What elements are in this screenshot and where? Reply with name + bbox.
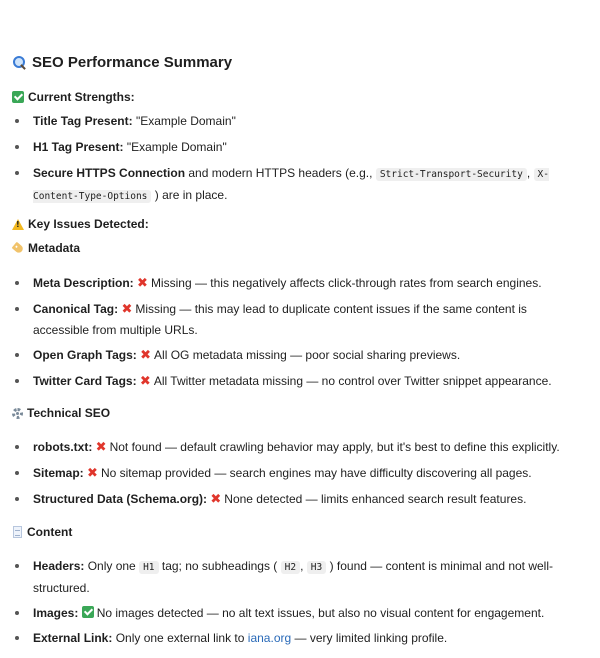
cross-mark-icon: ✖	[121, 302, 133, 317]
bullet	[15, 497, 19, 501]
issues-heading: ! Key Issues Detected:	[12, 217, 149, 231]
list-item: Meta Description: ✖ Missing — this negatively affects click-through rates from search engines.	[12, 273, 572, 294]
code-snippet: Strict-Transport-Security	[376, 168, 527, 181]
bullet	[15, 353, 19, 357]
bullet	[15, 171, 19, 175]
list-item: Open Graph Tags: ✖ All OG metadata missing — poor social sharing previews.	[12, 345, 572, 366]
list-item: Twitter Card Tags: ✖ All Twitter metadata missing — no control over Twitter snippet appearance.	[12, 371, 572, 392]
list-item: H1 Tag Present: "Example Domain"	[12, 137, 572, 157]
list-item: Secure HTTPS Connection and modern HTTPS headers (e.g., Strict-Transport-Security , X-Content-Type-Options ) are in place.	[12, 163, 572, 207]
label-tag-icon	[12, 242, 25, 255]
bullet	[15, 307, 19, 311]
list-item: Title Tag Present: "Example Domain"	[12, 111, 572, 131]
page-title-text: SEO Performance Summary	[32, 54, 233, 71]
code-snippet: H3	[307, 561, 326, 574]
check-mark-icon	[12, 91, 24, 103]
strengths-heading: Current Strengths:	[12, 90, 135, 104]
content-heading: Content	[12, 525, 72, 539]
cross-mark-icon: ✖	[95, 440, 107, 455]
gear-icon	[12, 408, 23, 419]
bullet	[15, 611, 19, 615]
bullet	[15, 564, 19, 568]
warning-icon	[12, 219, 24, 230]
list-item: Headers: Only one H1 tag; no subheadings ( H2 , H3 ) found — content is minimal and not well-structured.	[12, 556, 572, 598]
bullet	[15, 445, 19, 449]
bullet	[15, 281, 19, 285]
iana-link[interactable]: iana.org	[247, 631, 292, 645]
page-title	[12, 54, 232, 71]
check-mark-icon	[82, 606, 94, 618]
cross-mark-icon: ✖	[210, 492, 222, 507]
bullet	[15, 471, 19, 475]
bullet	[15, 636, 19, 640]
magnifying-glass-icon	[12, 55, 27, 70]
code-snippet: X-Content-Type-Options	[33, 169, 549, 202]
technical-heading: Technical SEO	[12, 406, 110, 420]
code-snippet: H2	[281, 561, 300, 574]
cross-mark-icon: ✖	[137, 276, 148, 291]
receipt-icon	[13, 526, 22, 538]
list-item: External Link: Only one external link to iana.org — very limited linking profile.	[12, 628, 572, 648]
list-item: robots.txt: ✖ Not found — default crawling behavior may apply, but it's best to define this explicitly.	[12, 437, 572, 458]
list-item: Images: No images detected — no alt text issues, but also no visual content for engagement.	[12, 603, 572, 623]
list-item: Canonical Tag: ✖ Missing — this may lead to duplicate content issues if the same content is accessible from multiple URLs.	[12, 299, 572, 340]
bullet	[15, 145, 19, 149]
cross-mark-icon: ✖	[140, 348, 152, 363]
bullet	[15, 379, 19, 383]
cross-mark-icon: ✖	[87, 466, 98, 481]
list-item: Sitemap: ✖ No sitemap provided — search engines may have difficulty discovering all pages.	[12, 463, 572, 484]
metadata-heading: Metadata	[12, 241, 80, 255]
code-snippet: H1	[139, 561, 158, 574]
bullet	[15, 119, 19, 123]
cross-mark-icon: ✖	[139, 374, 151, 389]
list-item: Structured Data (Schema.org): ✖ None detected — limits enhanced search result features.	[12, 489, 572, 510]
